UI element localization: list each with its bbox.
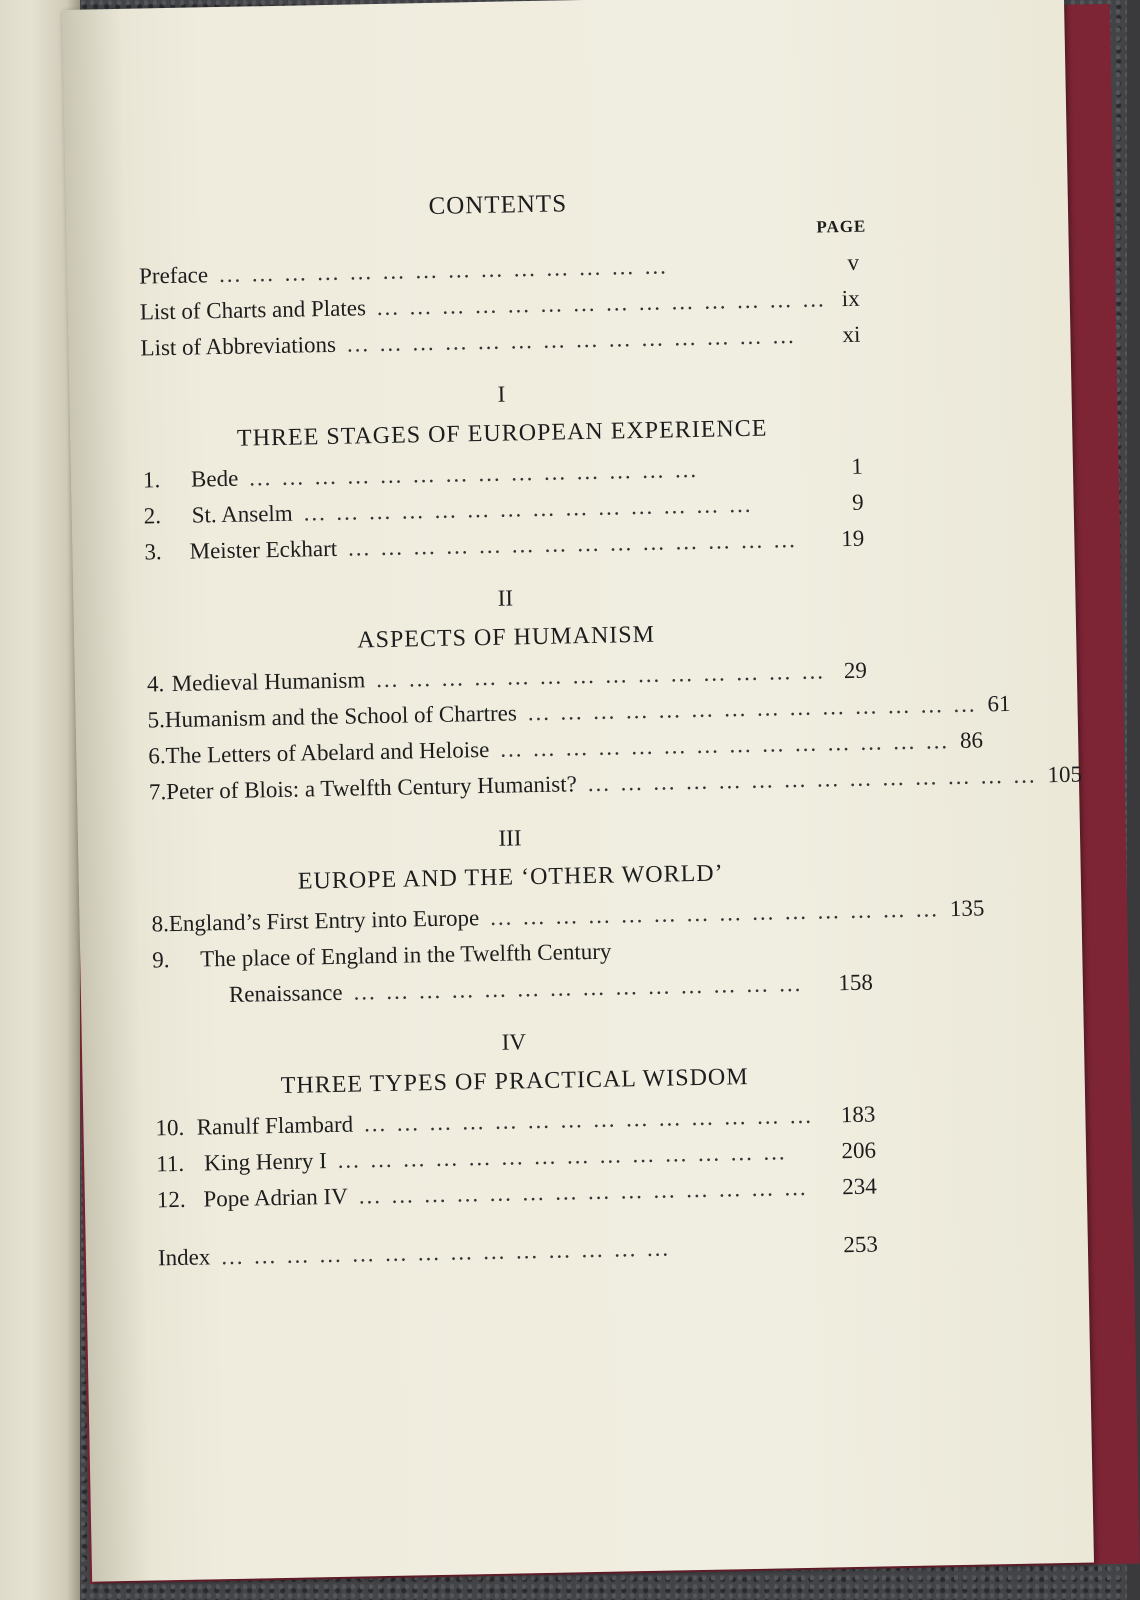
- entry-label: Pope Adrian IV: [203, 1183, 349, 1212]
- entry-label: Ranulf Flambard: [196, 1111, 354, 1140]
- entry-page: 105: [1047, 761, 1083, 788]
- leader-dots: … … … … … … … … … … … … … …: [220, 1235, 672, 1270]
- leader-dots: … … … … … … … … … … … … … …: [217, 253, 669, 288]
- part-numeral: IV: [501, 1029, 527, 1055]
- entry-number: 5.: [147, 707, 166, 733]
- entry-label: The Letters of Abelard and Heloise: [165, 736, 490, 769]
- part-numeral: I: [497, 381, 506, 407]
- leader-dots: … … … … … … … … … … … … … …: [499, 728, 951, 762]
- entry-page: 135: [949, 895, 985, 922]
- entry-label: List of Charts and Plates: [139, 295, 367, 325]
- entry-page: 234: [841, 1173, 877, 1200]
- leader-dots: … … … … … … … … … … … … … …: [362, 1102, 815, 1137]
- entry-label: Meister Eckhart: [189, 535, 338, 564]
- entry-page: v: [847, 249, 860, 275]
- part-numeral: III: [498, 825, 522, 851]
- entry-page: 9: [851, 489, 864, 515]
- entry-number: 9.: [152, 947, 170, 973]
- leader-dots: … … … … … … … … … … … … … …: [526, 691, 978, 726]
- contents-page: [62, 0, 1094, 1582]
- front-matter: [139, 245, 861, 367]
- entry-label: Bede: [190, 465, 239, 492]
- entry-label: Index: [157, 1244, 211, 1271]
- part-title: ASPECTS OF HUMANISM: [357, 621, 656, 654]
- leader-dots: … … … … … … … … … … … … … …: [248, 456, 700, 491]
- entry-page: 253: [843, 1231, 879, 1258]
- entry-page: 61: [987, 690, 1011, 717]
- entry-label: King Henry I: [203, 1148, 328, 1176]
- entry-number: 7.: [148, 779, 167, 805]
- entry-page: 158: [838, 969, 874, 996]
- leader-dots: … … … … … … … … … … … … … …: [302, 491, 754, 526]
- entry-label: England’s First Entry into Europe: [168, 905, 480, 937]
- entry-number: 2.: [143, 503, 162, 529]
- entry-number: 4.: [146, 671, 165, 697]
- page-column-heading: PAGE: [816, 216, 867, 237]
- leader-dots: … … … … … … … … … … … … … …: [345, 322, 797, 357]
- leader-dots: … … … … … … … … … … … … … …: [375, 286, 827, 321]
- toc-entry-index: [158, 1227, 879, 1277]
- leader-dots: … … … … … … … … … … … … … …: [357, 1174, 809, 1209]
- part-title: EUROPE AND THE ‘OTHER WORLD’: [297, 860, 724, 895]
- entry-page: 19: [841, 525, 865, 552]
- entry-label: St. Anselm: [191, 500, 293, 528]
- entry-page: 1: [851, 453, 864, 479]
- part-title: THREE STAGES OF EUROPEAN EXPERIENCE: [236, 415, 768, 452]
- entry-number: 8.: [151, 911, 170, 937]
- entry-label: Peter of Blois: a Twelfth Century Humanist?: [166, 771, 578, 805]
- leader-dots: … … … … … … … … … … … … … …: [488, 896, 941, 930]
- entry-number: 12.: [156, 1186, 186, 1213]
- entry-label: The place of England in the Twelfth Century: [200, 938, 612, 972]
- leader-dots: … … … … … … … … … … … … … …: [586, 762, 1038, 797]
- leader-dots: … … … … … … … … … … … … … …: [352, 970, 804, 1005]
- entry-number: 6.: [148, 743, 166, 769]
- leader-dots: … … … … … … … … … … … … … …: [336, 1139, 788, 1173]
- entry-label-continued: Renaissance: [228, 979, 343, 1007]
- entry-page: 183: [840, 1101, 876, 1128]
- page-title: CONTENTS: [428, 190, 568, 220]
- entry-page: ix: [841, 285, 860, 312]
- part-title: THREE TYPES OF PRACTICAL WISDOM: [280, 1064, 749, 1099]
- entry-label: List of Abbreviations: [140, 331, 337, 361]
- entry-number: 11.: [155, 1150, 185, 1177]
- entry-label: Preface: [138, 262, 209, 289]
- leader-dots: … … … … … … … … … … … … … …: [374, 658, 827, 693]
- entry-label: Medieval Humanism: [171, 667, 366, 697]
- entry-page: 206: [841, 1137, 877, 1164]
- entry-number: 3.: [144, 539, 162, 565]
- entry-page: xi: [842, 321, 861, 348]
- entry-number: 1.: [142, 467, 161, 493]
- entry-number: 10.: [155, 1114, 185, 1141]
- entry-page: 29: [843, 657, 868, 684]
- leader-dots: … … … … … … … … … … … … … …: [346, 526, 799, 561]
- part-numeral: II: [497, 585, 514, 611]
- entry-label: Humanism and the School of Chartres: [164, 700, 518, 733]
- entry-page: 86: [959, 727, 984, 753]
- contents-body: [138, 185, 1083, 1277]
